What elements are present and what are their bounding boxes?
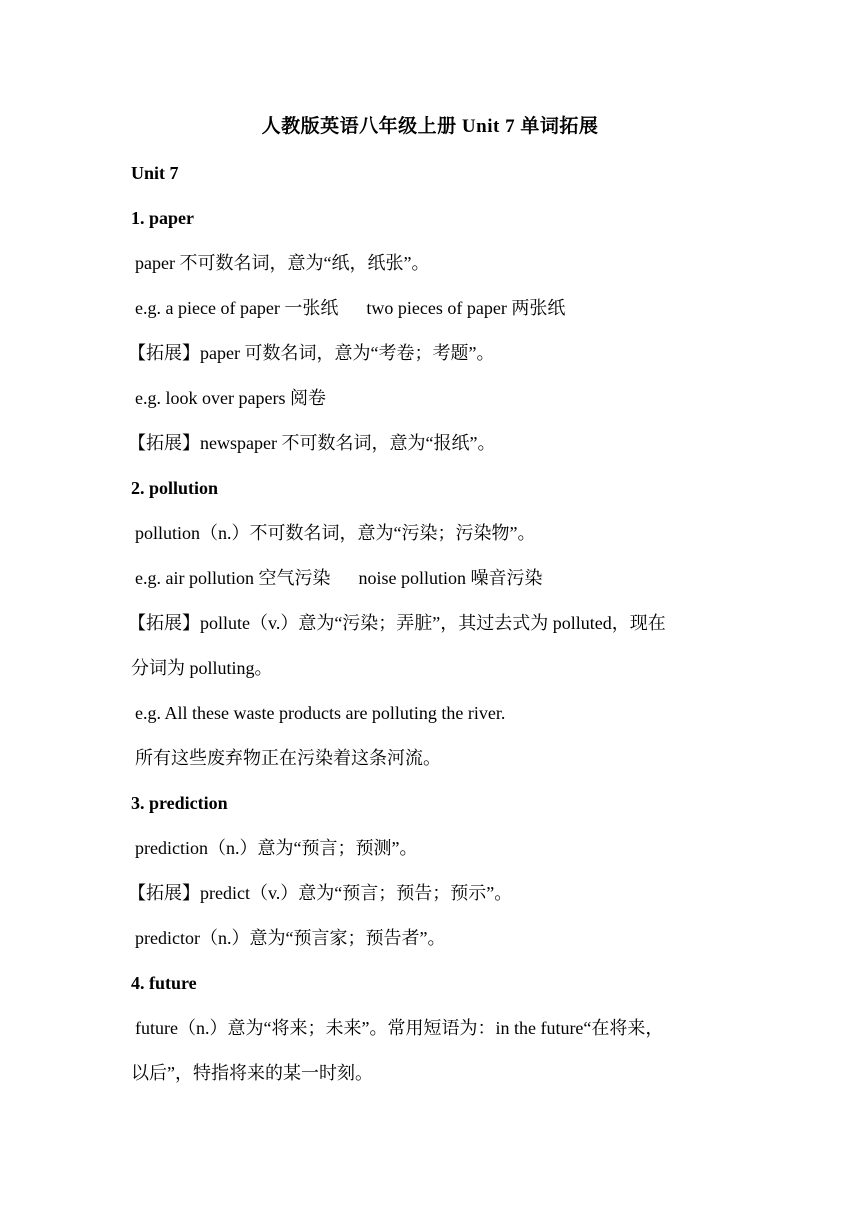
section-heading-pollution: 2. pollution <box>131 478 219 498</box>
example-line <box>135 564 745 592</box>
example-phrase: two pieces of paper 两张纸 <box>366 298 566 318</box>
paragraph-line: predictor（n.）意为“预言家；预告者”。 <box>135 928 446 948</box>
example-phrase: e.g. air pollution 空气污染 <box>135 568 331 588</box>
unit-heading: Unit 7 <box>131 163 179 183</box>
section-heading-prediction: 3. prediction <box>131 793 228 813</box>
extension-line: 【拓展】pollute（v.）意为“污染；弄脏”，其过去式为 polluted，现在 <box>128 613 666 633</box>
extension-line: 【拓展】predict（v.）意为“预言；预告；预示”。 <box>128 883 513 903</box>
example-line: e.g. All these waste products are polluting the river. <box>135 703 506 723</box>
document-title: 人教版英语八年级上册 Unit 7 单词拓展 <box>261 116 599 137</box>
paragraph-line: future（n.）意为“将来；未来”。常用短语为：in the future“在将来， <box>135 1018 664 1038</box>
extension-line: 【拓展】paper 可数名词，意为“考卷；考题”。 <box>128 343 495 363</box>
example-phrase: e.g. a piece of paper 一张纸 <box>135 298 339 318</box>
extension-line: 【拓展】newspaper 不可数名词，意为“报纸”。 <box>128 433 496 453</box>
paragraph-line: 分词为 polluting。 <box>131 658 273 678</box>
example-phrase: noise pollution 噪音污染 <box>358 568 543 588</box>
example-line <box>135 294 745 322</box>
example-line: e.g. look over papers 阅卷 <box>135 388 326 408</box>
section-heading-future: 4. future <box>131 973 197 993</box>
paragraph-line: 以后”，特指将来的某一时刻。 <box>131 1063 373 1083</box>
paragraph-line: prediction（n.）意为“预言；预测”。 <box>135 838 418 858</box>
section-heading-paper: 1. paper <box>131 208 194 228</box>
paragraph-line: pollution（n.）不可数名词，意为“污染；污染物”。 <box>135 523 536 543</box>
paragraph-line: paper 不可数名词，意为“纸，纸张”。 <box>135 253 430 273</box>
translation-line: 所有这些废弃物正在污染着这条河流。 <box>135 748 441 768</box>
